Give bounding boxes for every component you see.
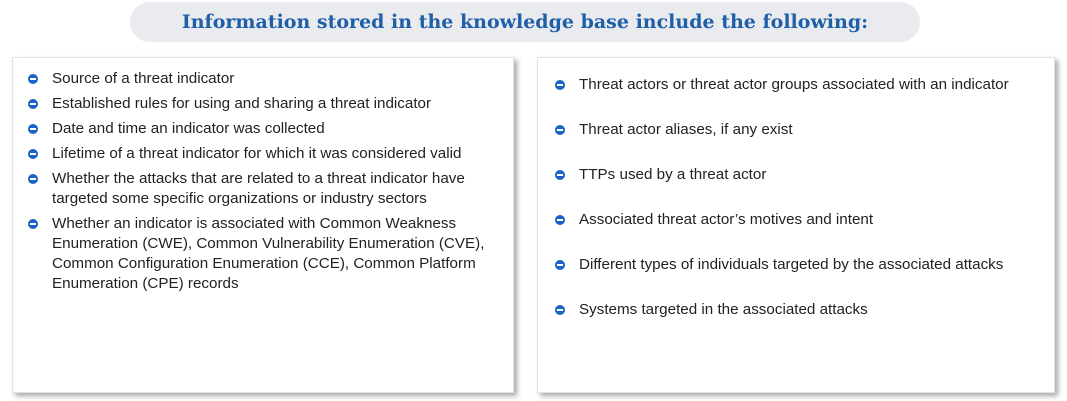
bullet-icon: [555, 305, 565, 315]
list-item: [550, 120, 1036, 140]
list-item: [23, 119, 495, 139]
bullet-icon: [555, 80, 565, 90]
bullet-icon: [28, 124, 38, 134]
list-item: [23, 169, 495, 209]
list-item: [550, 75, 1036, 95]
bullet-icon: [555, 260, 565, 270]
list-item: [23, 214, 495, 294]
bullet-icon: [555, 125, 565, 135]
title-banner: [130, 2, 920, 42]
list-item-text: Whether the attacks that are related to a threat indicator have targeted some specific organizations or industry sectors: [52, 170, 465, 207]
bullet-icon: [28, 149, 38, 159]
bullet-icon: [28, 219, 38, 229]
bullet-icon: [555, 170, 565, 180]
bullet-icon: [28, 99, 38, 109]
bullet-icon: [28, 174, 38, 184]
list-item: [23, 144, 495, 164]
right-panel: [537, 57, 1055, 393]
page-title: Information stored in the knowledge base include the following:: [181, 11, 869, 33]
list-item: [23, 69, 495, 89]
list-item: [550, 210, 1036, 230]
left-list: [23, 69, 495, 294]
list-item-text: Associated threat actor’s motives and intent: [579, 211, 874, 228]
list-item: [550, 165, 1036, 185]
right-list: [550, 75, 1036, 320]
list-item-text: Threat actor aliases, if any exist: [579, 121, 793, 138]
list-item-text: Whether an indicator is associated with Common Weakness Enumeration (CWE), Common Vulnerability Enumeration (CVE), Common Configuration Enumeration (CCE), Common Platform Enumeration (CPE) records: [52, 215, 485, 292]
left-panel: [12, 57, 514, 393]
list-item-text: Date and time an indicator was collected: [52, 120, 325, 137]
list-item: [550, 255, 1036, 275]
bullet-icon: [28, 74, 38, 84]
list-item: [23, 94, 495, 114]
list-item-text: Established rules for using and sharing a threat indicator: [52, 95, 432, 112]
list-item-text: TTPs used by a threat actor: [579, 166, 767, 183]
list-item: [550, 300, 1036, 320]
list-item-text: Source of a threat indicator: [52, 70, 235, 87]
list-item-text: Different types of individuals targeted by the associated attacks: [579, 256, 1004, 273]
bullet-icon: [555, 215, 565, 225]
list-item-text: Lifetime of a threat indicator for which it was considered valid: [52, 145, 462, 162]
list-item-text: Threat actors or threat actor groups associated with an indicator: [579, 76, 1009, 93]
list-item-text: Systems targeted in the associated attacks: [579, 301, 868, 318]
